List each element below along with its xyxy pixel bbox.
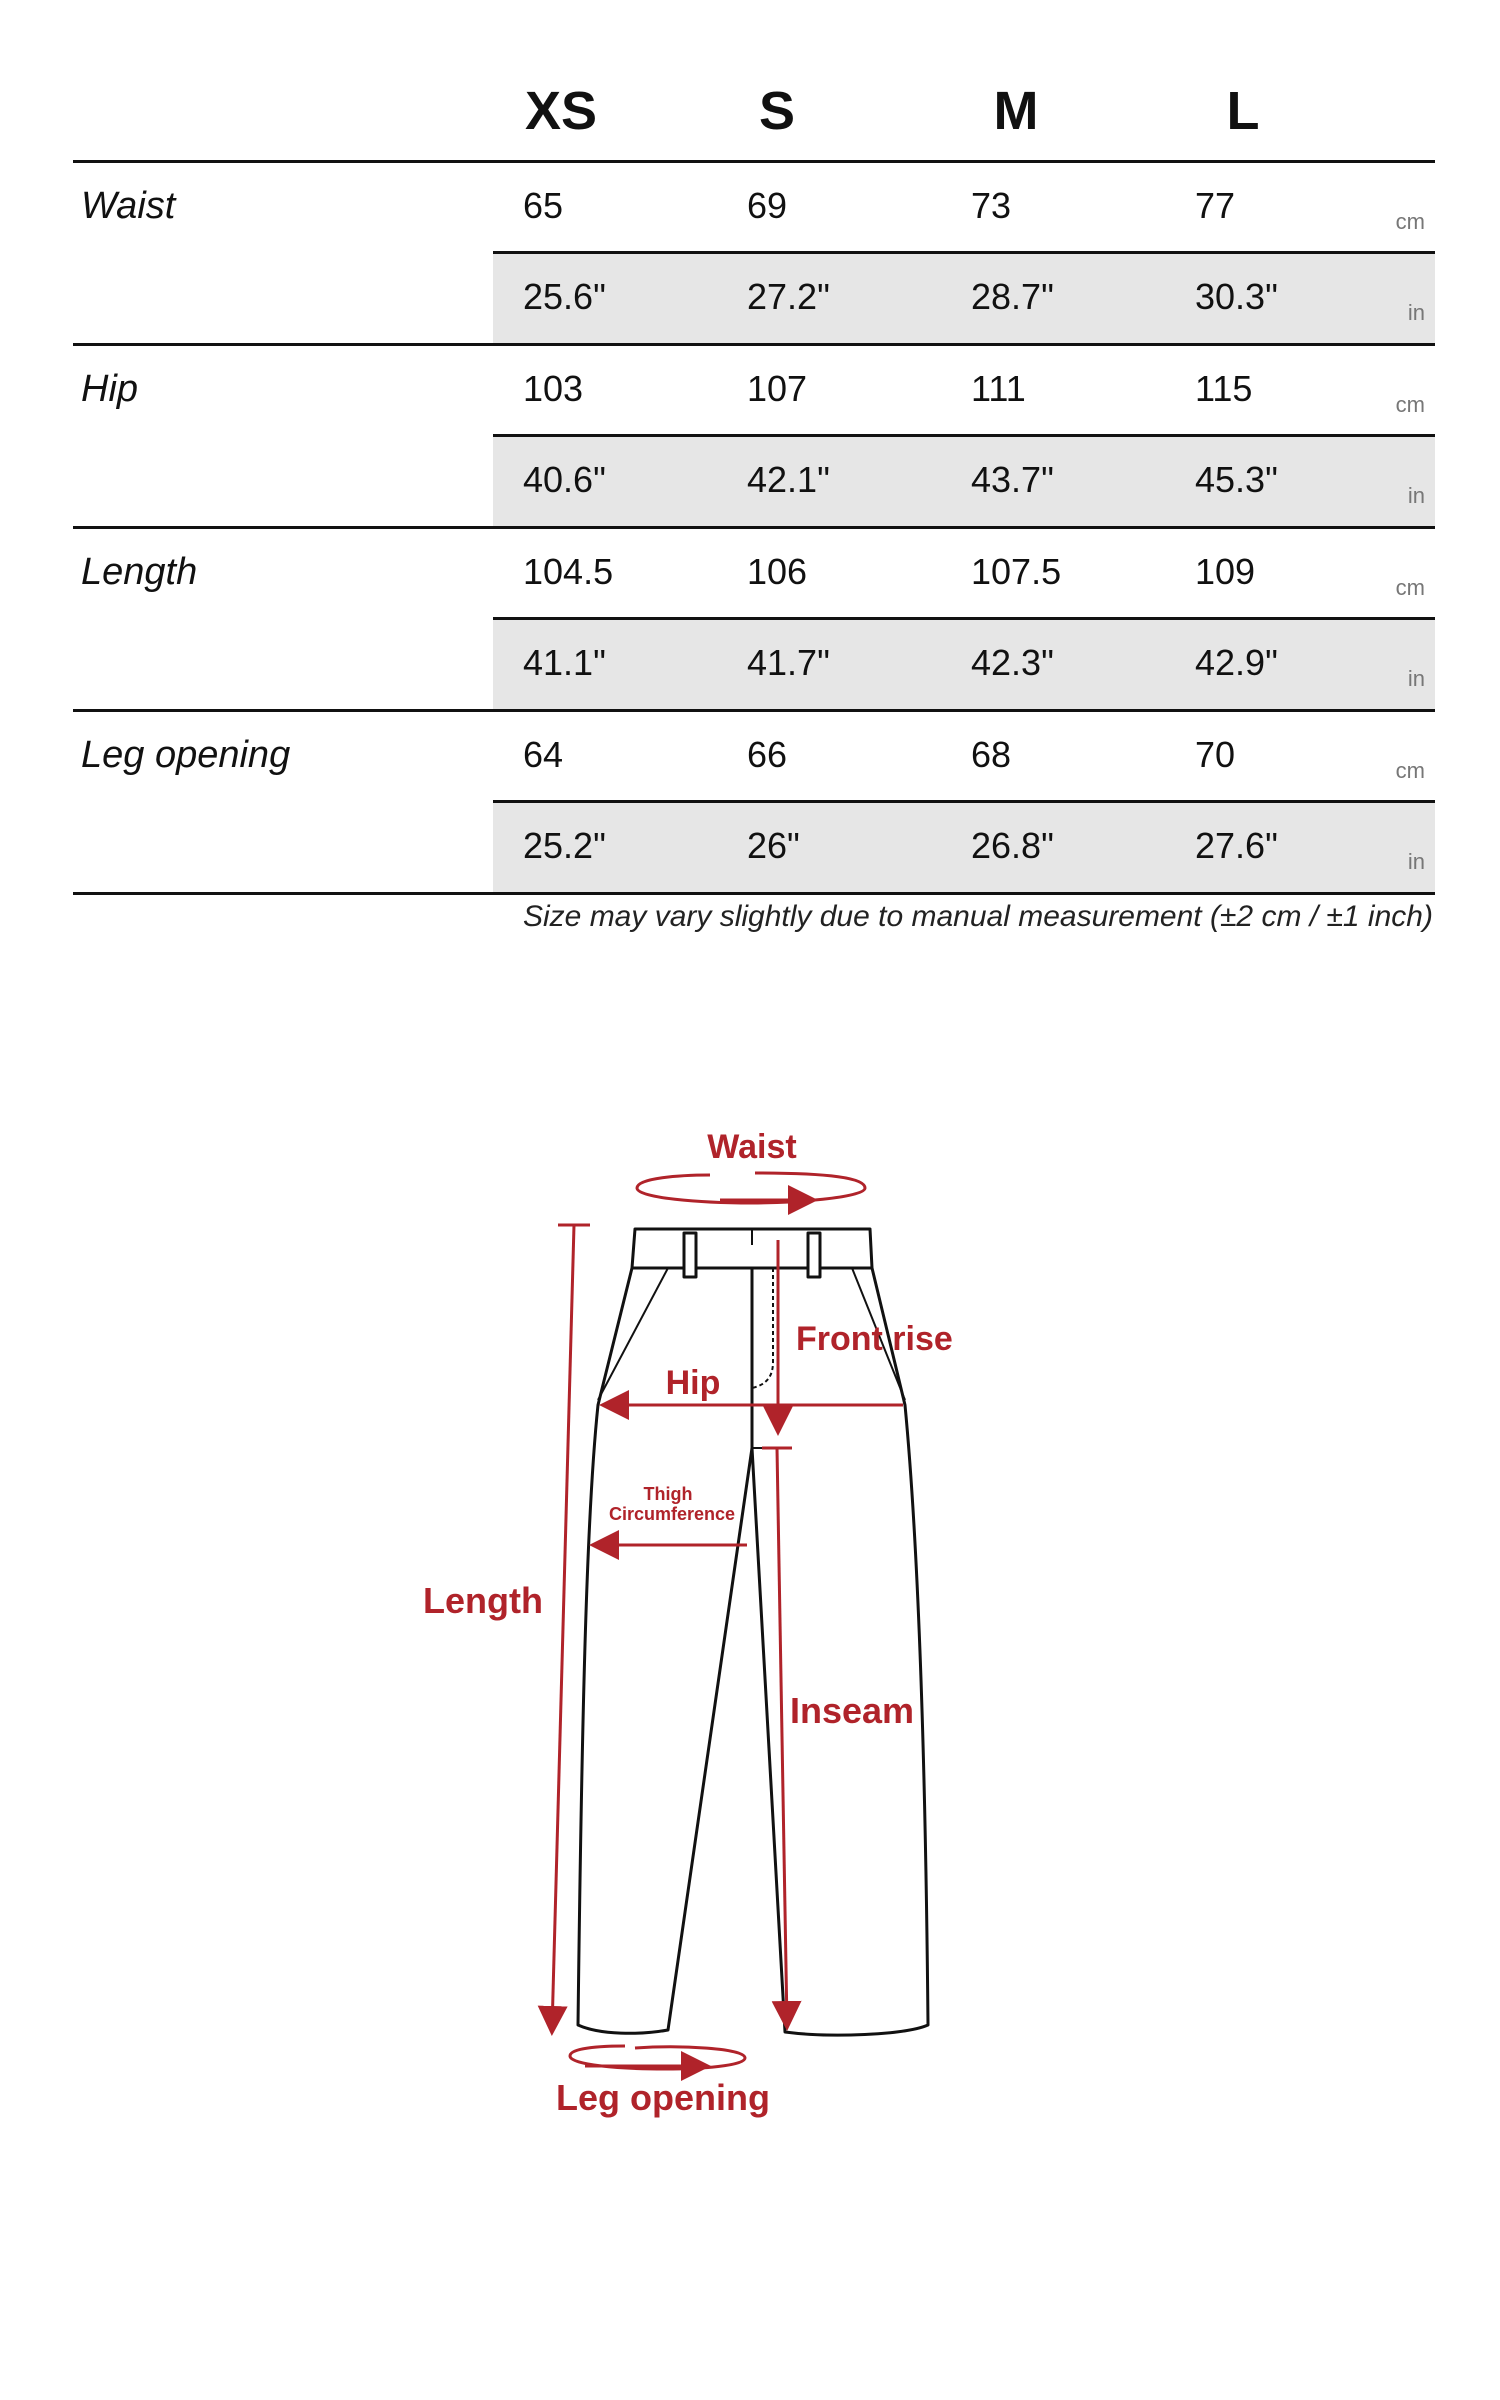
unit-label: cm: [1395, 758, 1425, 783]
value-cell: 26.8": [971, 825, 1054, 866]
value-cell: 104.5: [523, 551, 614, 592]
size-l-header: L: [1226, 81, 1260, 141]
measure-label: Length: [81, 551, 198, 593]
unit-label: cm: [1395, 575, 1425, 600]
size-xs-header: XS: [524, 81, 598, 141]
cm-row: [493, 529, 1435, 620]
size-header-row: [73, 70, 1435, 163]
hip-diagram-label: Hip: [665, 1364, 721, 1402]
value-cell: 27.2": [747, 276, 830, 317]
value-cell: 27.6": [1195, 825, 1278, 866]
size-chart-table: [73, 70, 1435, 895]
value-cell: 103: [523, 368, 584, 409]
measurement-note: Size may vary slightly due to manual measurement (±2 cm / ±1 inch): [523, 900, 1433, 933]
measure-label: Hip: [81, 368, 139, 410]
size-m-header: M: [993, 81, 1039, 141]
inch-row: [493, 803, 1435, 892]
value-cell: 42.3": [971, 642, 1054, 683]
value-cell: 30.3": [1195, 276, 1278, 317]
value-cell: 43.7": [971, 459, 1054, 500]
waist-arrow: [637, 1173, 865, 1203]
value-cell: 69: [747, 185, 788, 226]
inch-row: [493, 437, 1435, 526]
unit-label: in: [1407, 666, 1425, 691]
inch-row: [493, 620, 1435, 709]
measure-label: Waist: [81, 185, 176, 227]
value-cell: 25.2": [523, 825, 606, 866]
value-cell: 25.6": [523, 276, 606, 317]
leg-opening-diagram-label: Leg opening: [556, 2077, 770, 2118]
inch-row: [493, 254, 1435, 343]
value-cell: 106: [747, 551, 808, 592]
value-cell: 28.7": [971, 276, 1054, 317]
length-row: [73, 529, 1435, 712]
value-cell: 40.6": [523, 459, 606, 500]
inseam-diagram-label: Inseam: [790, 1690, 915, 1731]
size-s-header: S: [758, 81, 796, 141]
unit-label: cm: [1395, 392, 1425, 417]
value-cell: 66: [747, 734, 788, 775]
value-cell: 73: [971, 185, 1012, 226]
unit-label: cm: [1395, 209, 1425, 234]
waist-row: [73, 163, 1435, 346]
thigh-diagram-label-line1: Thigh: [643, 1484, 693, 1504]
cm-row: [493, 712, 1435, 803]
unit-label: in: [1407, 300, 1425, 325]
cm-row: [493, 346, 1435, 437]
value-cell: 70: [1195, 734, 1236, 775]
leg-opening-row: [73, 712, 1435, 895]
thigh-diagram-label-line2: Circumference: [608, 1504, 736, 1524]
inseam-arrow: [762, 1448, 792, 2025]
waist-diagram-label: Waist: [707, 1128, 797, 1166]
leg-opening-arrow: [570, 2046, 745, 2069]
value-cell: 107.5: [971, 551, 1062, 592]
value-cell: 77: [1195, 185, 1236, 226]
value-cell: 45.3": [1195, 459, 1278, 500]
value-cell: 41.1": [523, 642, 606, 683]
value-cell: 26": [747, 825, 800, 866]
value-cell: 42.9": [1195, 642, 1278, 683]
measure-label: Leg opening: [81, 734, 291, 776]
value-cell: 64: [523, 734, 564, 775]
value-cell: 68: [971, 734, 1012, 775]
value-cell: 41.7": [747, 642, 830, 683]
value-cell: 109: [1195, 551, 1256, 592]
unit-label: in: [1407, 483, 1425, 508]
value-cell: 65: [523, 185, 564, 226]
value-cell: 107: [747, 368, 808, 409]
value-cell: 42.1": [747, 459, 830, 500]
front-rise-diagram-label: Front rise: [796, 1320, 953, 1358]
pants-measurement-diagram: [0, 1050, 1500, 2190]
cm-row: [493, 163, 1435, 254]
hip-row: [73, 346, 1435, 529]
unit-label: in: [1407, 849, 1425, 874]
value-cell: 115: [1195, 368, 1253, 409]
length-diagram-label: Length: [423, 1580, 543, 1621]
value-cell: 111: [971, 368, 1026, 409]
